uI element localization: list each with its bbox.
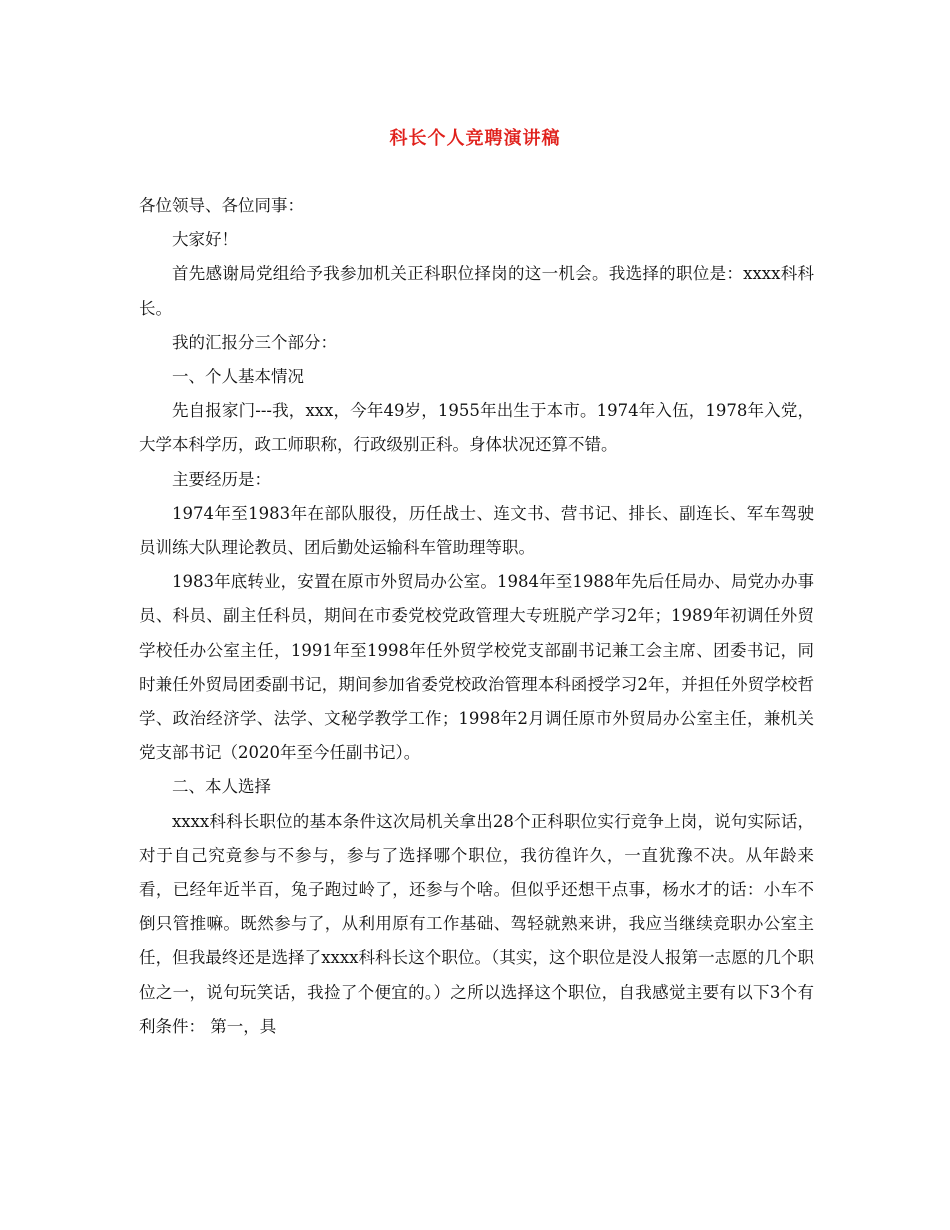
paragraph-experience-heading: 主要经历是： xyxy=(172,469,271,489)
salutation: 各位领导、各位同事： xyxy=(139,196,304,215)
paragraph-intro: 首先感谢局党组给予我参加机关正科职位择岗的这一机会。我选择的职位是：xxxx科科长。 xyxy=(139,264,814,318)
paragraph-greeting: 大家好！ xyxy=(172,230,238,250)
document-title: 科长个人竞聘演讲稿 xyxy=(389,128,561,149)
section-heading-1: 一、个人基本情况 xyxy=(172,367,304,387)
section-heading-2: 二、本人选择 xyxy=(172,777,271,797)
paragraph-career: 1983年底转业，安置在原市外贸局办公室。1984年至1988年先后任局办、局党办办事员、科员、副主任科员，期间在市委党校党政管理大专班脱产学习2年；1989年初调任外贸学校任办公室主任，1991年至1998年任外贸学校党支部副书记兼工会主席、团委书记，同时兼任外贸局团委副书记，期间参加省委党校政治管理本科函授学习2年，并担任外贸学校哲学、政治经济学、法学、文秘学教学工作；1998年2月调任原市外贸局办公室主任，兼机关党支部书记（2020年至今任副书记）。 xyxy=(139,572,814,763)
paragraph-choice: xxxx科科长职位的基本条件这次局机关拿出28个正科职位实行竞争上岗，说句实际话，对于自己究竟参与不参与，参与了选择哪个职位，我彷徨许久，一直犹豫不决。从年龄来看，已经年近半百，兔子跑过岭了，还参与个啥。但似乎还想干点事，杨水才的话：小车不倒只管推嘛。既然参与了，从利用原有工作基础、驾轻就熟来讲，我应当继续竞职办公室主任，但我最终还是选择了xxxx科科长这个职位。（其实，这个职位是没人报第一志愿的几个职位之一，说句玩笑话，我捡了个便宜的。）之所以选择这个职位，自我感觉主要有以下3个有利条件： 第一，具 xyxy=(139,811,814,1036)
paragraph-military-service: 1974年至1983年在部队服役，历任战士、连文书、营书记、排长、副连长、军车驾驶员训练大队理论教员、团后勤处运输科车管助理等职。 xyxy=(139,503,814,558)
paragraph-outline: 我的汇报分三个部分： xyxy=(172,332,337,352)
document-body xyxy=(139,189,814,1044)
paragraph-self-intro: 先自报家门---我，xxx，今年49岁，1955年出生于本市。1974年入伍，1978年入党，大学本科学历，政工师职称，行政级别正科。身体状况还算不错。 xyxy=(139,401,814,455)
